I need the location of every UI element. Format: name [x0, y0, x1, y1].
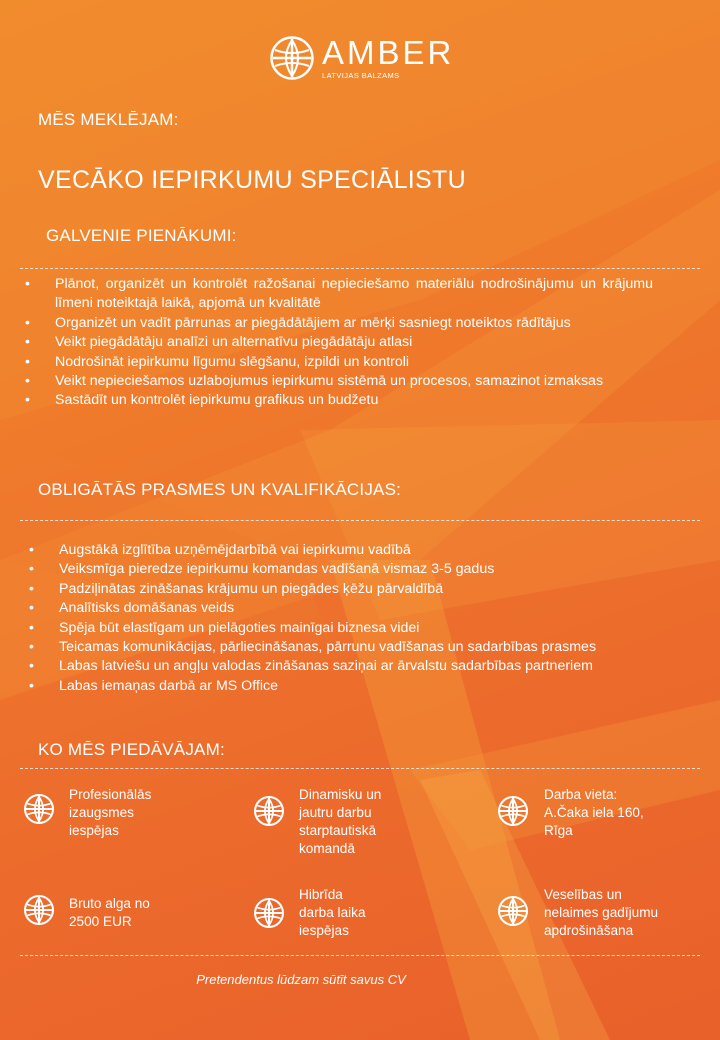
bullet-icon: • — [29, 619, 34, 636]
amber-logo-icon — [254, 796, 284, 826]
bullet-icon: • — [25, 353, 30, 370]
offer-item — [498, 886, 658, 940]
list-item: • Veikt nepieciešamos uzlabojumus iepirkumu sistēmā un procesos, samazinot izmaksas — [55, 372, 653, 391]
amber-logo-icon — [24, 794, 54, 824]
amber-logo-icon — [270, 36, 314, 80]
offer-item — [24, 895, 150, 931]
bullet-icon: • — [25, 314, 30, 331]
requirements-heading: OBLIGĀTĀS PRASMES UN KVALIFIKĀCIJAS: — [38, 480, 402, 499]
amber-logo-icon — [254, 898, 284, 928]
bullet-icon: • — [25, 392, 30, 409]
bullet-icon: • — [29, 580, 34, 597]
list-item: • Nodrošināt iepirkumu līgumu slēgšanu, izpildi un kontroli — [55, 353, 653, 372]
bullet-icon: • — [25, 373, 30, 390]
bullet-icon: • — [29, 561, 34, 578]
divider — [20, 268, 700, 269]
intro-heading: MĒS MEKLĒJAM: — [38, 110, 179, 129]
bullet-icon: • — [29, 600, 34, 617]
offer-item — [24, 786, 151, 840]
list-item: • Sastādīt un kontrolēt iepirkumu grafikus un budžetu — [55, 391, 653, 410]
list-item: • Organizēt un vadīt pārrunas ar piegādātājiem ar mērķi sasniegt noteiktos rādītājus — [55, 314, 653, 333]
brand-subtitle: LATVIJAS BALZAMS — [322, 71, 400, 80]
offer-text: Veselības un nelaimes gadījumu apdrošināšana — [544, 887, 659, 938]
brand-name: AMBER — [322, 34, 455, 71]
responsibilities-list — [25, 275, 653, 411]
bullet-icon: • — [29, 542, 34, 558]
brand-logo — [270, 36, 454, 80]
bullet-icon: • — [29, 639, 34, 656]
footer-note: Pretendentus lūdzam sūtīt savus CV — [196, 972, 406, 987]
bullet-icon: • — [25, 334, 30, 351]
offer-text: Dinamisku un jautru darbu starptautiskā komandā — [299, 787, 382, 856]
bullet-icon: • — [29, 677, 34, 694]
list-item: • Padziļinātas zināšanas krājumu un piegādes ķēžu pārvaldībā — [59, 580, 699, 599]
list-item: • Labas latviešu un angļu valodas zināšanas saziņai ar ārvalstu sadarbības partneriem — [59, 657, 699, 676]
offer-item — [254, 786, 381, 858]
list-item: • Augstākā izglītība uzņēmējdarbībā vai iepirkumu vadībā — [59, 541, 699, 560]
offers-heading: KO MĒS PIEDĀVĀJAM: — [38, 740, 225, 759]
divider — [20, 520, 700, 521]
offer-text: Darba vieta: A.Čaka iela 160, Rīga — [544, 787, 644, 838]
divider — [20, 955, 700, 956]
amber-logo-icon — [498, 796, 528, 826]
bullet-icon: • — [25, 276, 30, 292]
list-item: • Spēja būt elastīgam un pielāgoties mainīgai biznesa videi — [59, 619, 699, 638]
amber-logo-icon — [24, 895, 54, 925]
position-title: VECĀKO IEPIRKUMU SPECIĀLISTU — [38, 166, 466, 194]
list-item: • Teicamas komunikācijas, pārliecināšanas, pārrunu vadīšanas un sadarbības prasmes — [59, 638, 699, 657]
offer-text: Hibrīda darba laika iespējas — [299, 887, 366, 938]
amber-logo-icon — [498, 896, 528, 926]
list-item: • Plānot, organizēt un kontrolēt ražošanai nepieciešamo materiālu nodrošinājumu un krājumu līmeni noteiktajā laikā, apjomā un kvalitātē — [25, 276, 653, 312]
divider — [20, 768, 700, 769]
offer-item — [498, 786, 644, 840]
bullet-icon: • — [29, 658, 34, 675]
list-item: • Analītisks domāšanas veids — [59, 599, 699, 618]
requirements-list — [29, 541, 699, 696]
responsibilities-heading: GALVENIE PIENĀKUMI: — [46, 226, 237, 245]
offer-text: Bruto alga no 2500 EUR — [69, 896, 150, 929]
offer-item — [254, 886, 366, 940]
list-item: • Labas iemaņas darbā ar MS Office — [59, 677, 699, 696]
list-item: • Veikt piegādātāju analīzi un alternatīvu piegādātāju atlasi — [55, 333, 653, 352]
list-item: • Veiksmīga pieredze iepirkumu komandas vadīšanā vismaz 3-5 gadus — [59, 560, 699, 579]
offer-text: Profesionālās izaugsmes iespējas — [69, 787, 152, 838]
